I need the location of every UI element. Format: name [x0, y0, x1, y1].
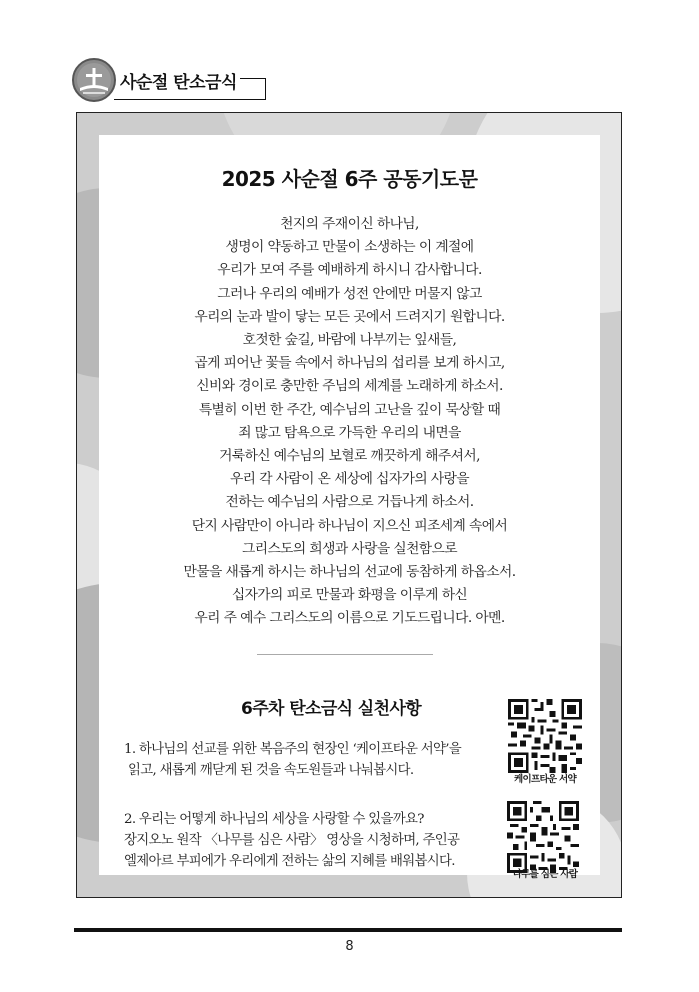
- prayer-line: 십자가의 피로 만물과 화평을 이루게 하신: [231, 587, 468, 604]
- prayer-line: 우리의 눈과 발이 닿는 모든 곳에서 드려지기 원합니다.: [194, 308, 505, 325]
- prayer-text: [99, 213, 600, 631]
- page-number: 8: [345, 939, 354, 954]
- footer-rule: [74, 928, 622, 932]
- prayer-line: 곱게 피어난 꽃들 속에서 하나님의 섭리를 보게 하시고,: [194, 355, 505, 372]
- qr-label-cape-town: 케이프타운 서약: [514, 774, 576, 785]
- practice-item-line: 읽고, 새롭게 깨닫게 된 것을 속도원들과 나눠봅시다.: [128, 763, 414, 778]
- prayer-line: 생명이 약동하고 만물이 소생하는 이 계절에: [225, 239, 474, 256]
- prayer-line: 그리스도의 희생과 사랑을 실천함으로: [241, 540, 457, 557]
- practice-item-line: 장지오노 원작 〈나무를 심은 사람〉 영상을 시청하며, 주인공: [124, 833, 460, 848]
- prayer-line: 천지의 주재이신 하나님,: [280, 216, 419, 232]
- qr-code-icon[interactable]: [508, 699, 582, 773]
- header-rule: [240, 78, 266, 79]
- prayer-line: 신비와 경이로 충만한 주님의 세계를 노래하게 하소서.: [196, 378, 503, 395]
- practice-item-line: 1. 하나님의 선교를 위한 복음주의 현장인 ‘케이프타운 서약’을: [124, 742, 462, 757]
- practice-item-line: 2. 우리는 어떻게 하나님의 세상을 사랑할 수 있을까요?: [124, 812, 424, 827]
- section-title: 사순절 탄소금식: [120, 73, 237, 93]
- header-rule-bottom: [114, 99, 266, 100]
- prayer-card: [99, 135, 600, 880]
- prayer-line: 우리 각 사람이 온 세상에 십자가의 사랑을: [229, 471, 470, 488]
- prayer-line: 우리가 모여 주를 예배하게 하시니 감사합니다.: [217, 262, 482, 279]
- prayer-line: 호젓한 숲길, 바람에 나부끼는 잎새들,: [242, 332, 457, 349]
- practice-item-1: [124, 739, 504, 781]
- prayer-title: 2025 사순절 6주 공동기도문: [221, 167, 478, 191]
- practice-title: 6주차 탄소금식 실천사항: [241, 699, 422, 719]
- section-header: [72, 58, 272, 104]
- practice-item-line: 엘제아르 부피에가 우리에게 전하는 삶의 지혜를 배워봅시다.: [124, 854, 455, 869]
- header-rule-vertical: [265, 78, 266, 100]
- prayer-line: 단지 사람만이 아니라 하나님이 지으신 피조세계 속에서: [191, 517, 508, 534]
- prayer-line: 거룩하신 예수님의 보혈로 깨끗하게 해주셔서,: [219, 448, 480, 465]
- qr-code-icon[interactable]: [507, 801, 579, 873]
- prayer-line: 만물을 새롭게 하시는 하나님의 선교에 동참하게 하옵소서.: [183, 564, 516, 581]
- practice-item-2: [124, 809, 504, 872]
- prayer-line: 특별히 이번 한 주간, 예수님의 고난을 깊이 묵상할 때: [198, 401, 501, 418]
- prayer-line: 전하는 예수님의 사람으로 거듭나게 하소서.: [225, 494, 474, 511]
- prayer-line: 죄 많고 탐욕으로 가득한 우리의 내면을: [238, 424, 461, 441]
- qr-label-tree-planter: 나무를 심은 사람: [512, 869, 578, 880]
- prayer-line: 우리 주 예수 그리스도의 이름으로 기도드립니다. 아멘.: [194, 610, 505, 627]
- prayer-line: 그러나 우리의 예배가 성전 안에만 머물지 않고: [217, 285, 482, 302]
- cross-church-logo-icon: [72, 58, 116, 102]
- content-frame: [76, 112, 622, 898]
- divider: [257, 654, 433, 655]
